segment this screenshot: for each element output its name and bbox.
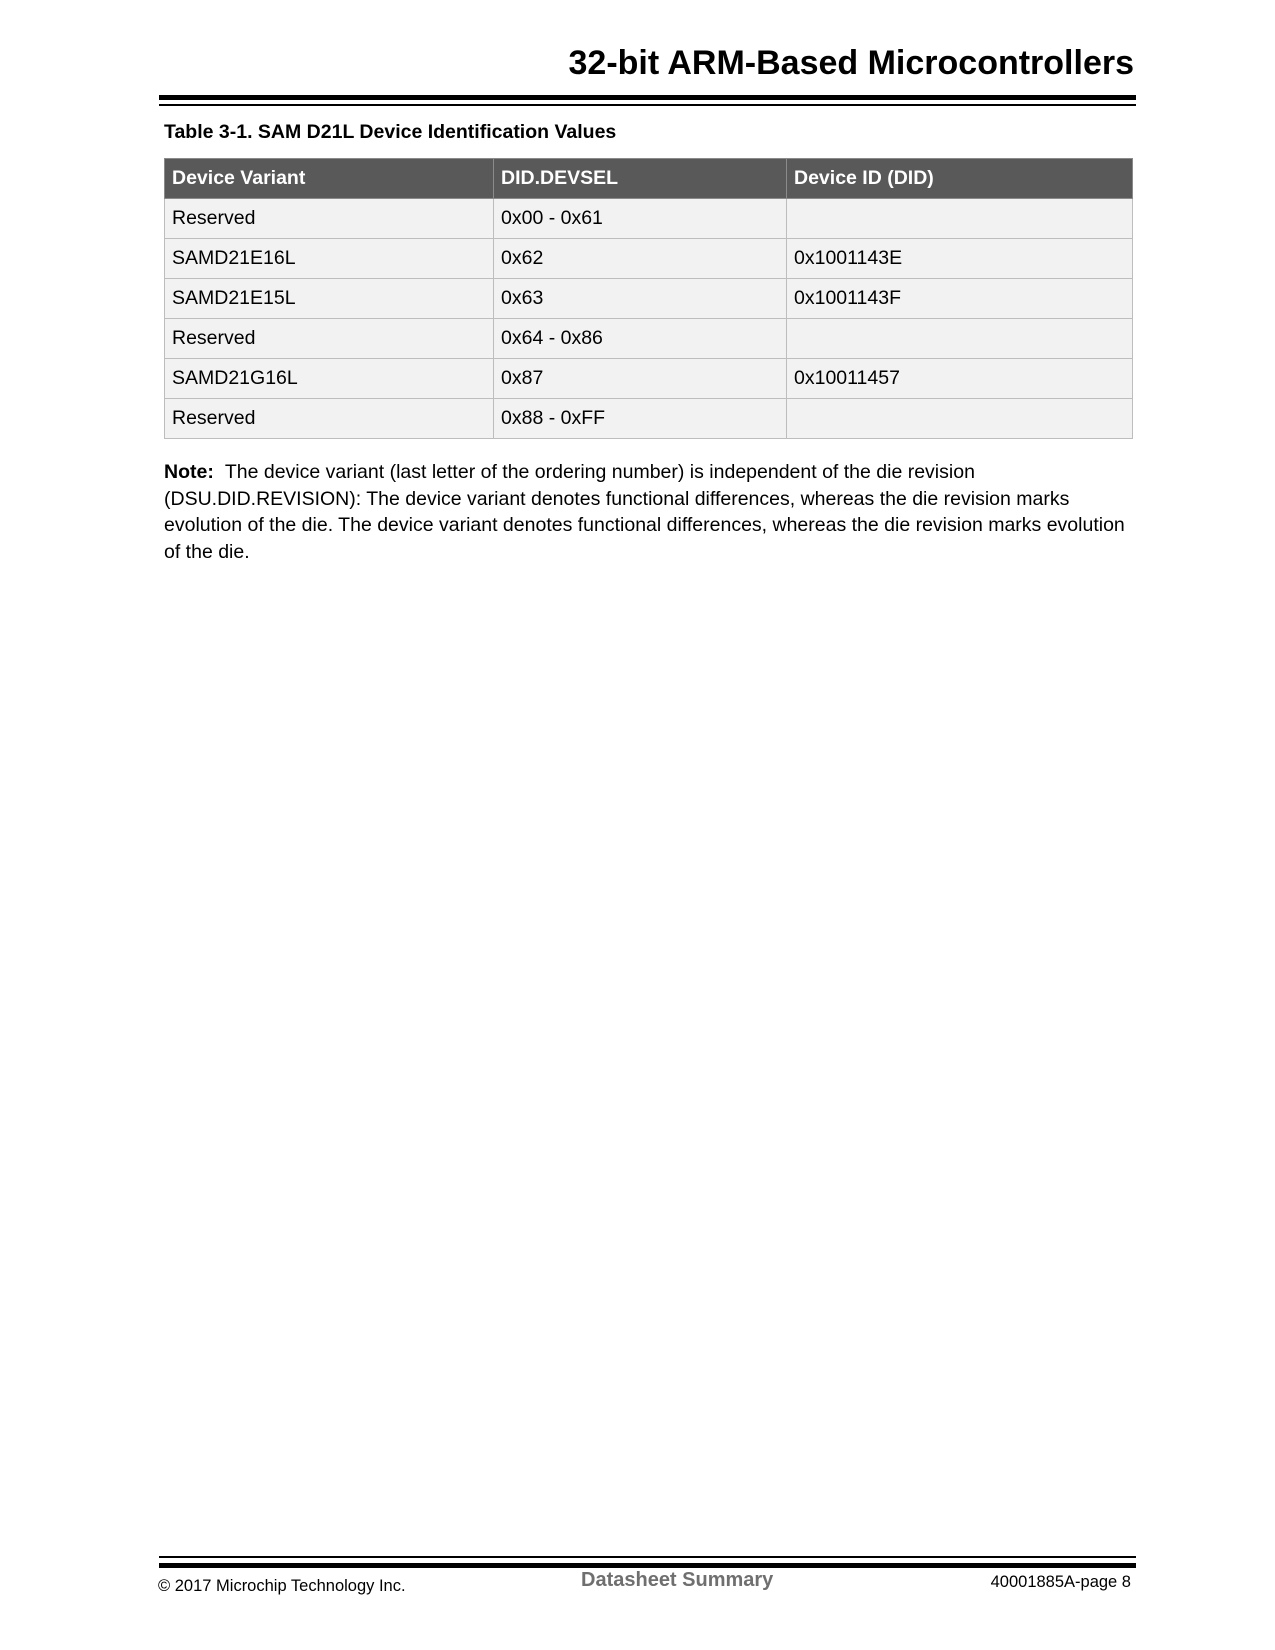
device-id-table [164,158,1133,439]
footer-page-number: 40001885A-page 8 [990,1573,1131,1591]
column-header-device-id: Device ID (DID) [787,159,1133,199]
footer-rule-thick [159,1563,1136,1568]
cell-device-variant: Reserved [165,319,494,359]
header-rule-thin [159,104,1136,106]
cell-device-id [787,199,1133,239]
cell-device-id [787,319,1133,359]
cell-device-id [787,399,1133,439]
cell-device-id: 0x10011457 [787,359,1133,399]
cell-device-id: 0x1001143E [787,239,1133,279]
table-row [165,399,1133,439]
column-header-devsel: DID.DEVSEL [494,159,787,199]
table-row [165,359,1133,399]
page-title: 32-bit ARM-Based Microcontrollers [568,44,1134,82]
table-caption: Table 3-1. SAM D21L Device Identification Values [164,121,617,143]
cell-devsel: 0x64 - 0x86 [494,319,787,359]
cell-devsel: 0x63 [494,279,787,319]
table-row [165,279,1133,319]
cell-device-variant: Reserved [165,399,494,439]
column-header-device-variant: Device Variant [165,159,494,199]
table-row [165,239,1133,279]
table-header-row [165,159,1133,199]
header-rule-thick [159,95,1136,100]
cell-device-variant: SAMD21E15L [165,279,494,319]
cell-device-variant: Reserved [165,199,494,239]
table-row [165,199,1133,239]
note-label: Note: [164,461,214,483]
cell-devsel: 0x88 - 0xFF [494,399,787,439]
note-paragraph [164,459,1139,565]
table-row [165,319,1133,359]
footer-copyright: © 2017 Microchip Technology Inc. [158,1577,406,1595]
cell-device-variant: SAMD21E16L [165,239,494,279]
cell-device-id: 0x1001143F [787,279,1133,319]
footer-doc-type: Datasheet Summary [581,1569,774,1591]
cell-devsel: 0x62 [494,239,787,279]
note-text: The device variant (last letter of the ordering number) is independent of the die revision (DSU.DID.REVISION): The device variant denotes functional differences, whereas the die revision marks evolution of the die. The device variant denotes functional differences, whereas the die revision marks evolution of the die. [164,461,1125,563]
footer-rule-thin [159,1556,1136,1558]
cell-devsel: 0x87 [494,359,787,399]
cell-device-variant: SAMD21G16L [165,359,494,399]
cell-devsel: 0x00 - 0x61 [494,199,787,239]
